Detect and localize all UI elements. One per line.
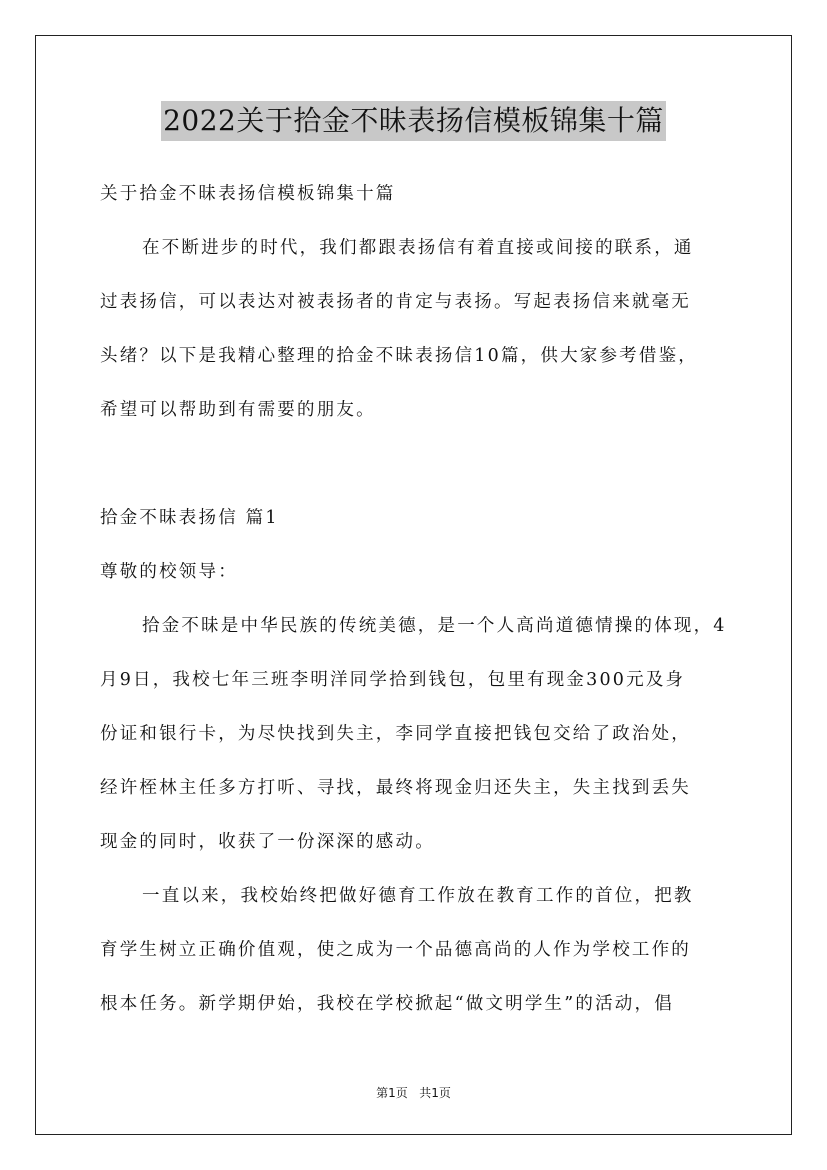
paragraph-line: 过表扬信，可以表达对被表扬者的肯定与表扬。写起表扬信来就毫无 [100, 292, 691, 312]
title-container [0, 101, 827, 141]
section-heading: 拾金不昧表扬信 篇1 [100, 508, 279, 528]
page-number: 第1页 [376, 1086, 408, 1100]
paragraph-line: 育学生树立正确价值观，使之成为一个品德高尚的人作为学校工作的 [100, 940, 691, 960]
paragraph-line: 希望可以帮助到有需要的朋友。 [100, 400, 376, 420]
paragraph-line: 头绪？以下是我精心整理的拾金不昧表扬信10篇，供大家参考借鉴， [100, 346, 698, 366]
paragraph-line: 月9日，我校七年三班李明洋同学拾到钱包，包里有现金300元及身 [100, 670, 686, 690]
paragraph-line: 份证和银行卡，为尽快找到失主，李同学直接把钱包交给了政治处， [100, 724, 691, 744]
paragraph-line: 拾金不昧是中华民族的传统美德，是一个人高尚道德情操的体现，4 [142, 616, 727, 636]
page-total: 共1页 [419, 1086, 451, 1100]
paragraph-line: 在不断进步的时代，我们都跟表扬信有着直接或间接的联系，通 [142, 238, 694, 258]
page-footer [0, 1085, 827, 1101]
salutation: 尊敬的校领导： [100, 562, 238, 582]
paragraph-line: 经许桎林主任多方打听、寻找，最终将现金归还失主，失主找到丢失 [100, 778, 691, 798]
paragraph-line: 根本任务。新学期伊始，我校在学校掀起“做文明学生”的活动，倡 [100, 994, 674, 1014]
paragraph-line: 一直以来，我校始终把做好德育工作放在教育工作的首位，把教 [142, 886, 694, 906]
document-title: 2022关于拾金不昧表扬信模板锦集十篇 [161, 101, 666, 141]
subtitle-line: 关于拾金不昧表扬信模板锦集十篇 [100, 184, 396, 204]
paragraph-line: 现金的同时，收获了一份深深的感动。 [100, 832, 435, 852]
